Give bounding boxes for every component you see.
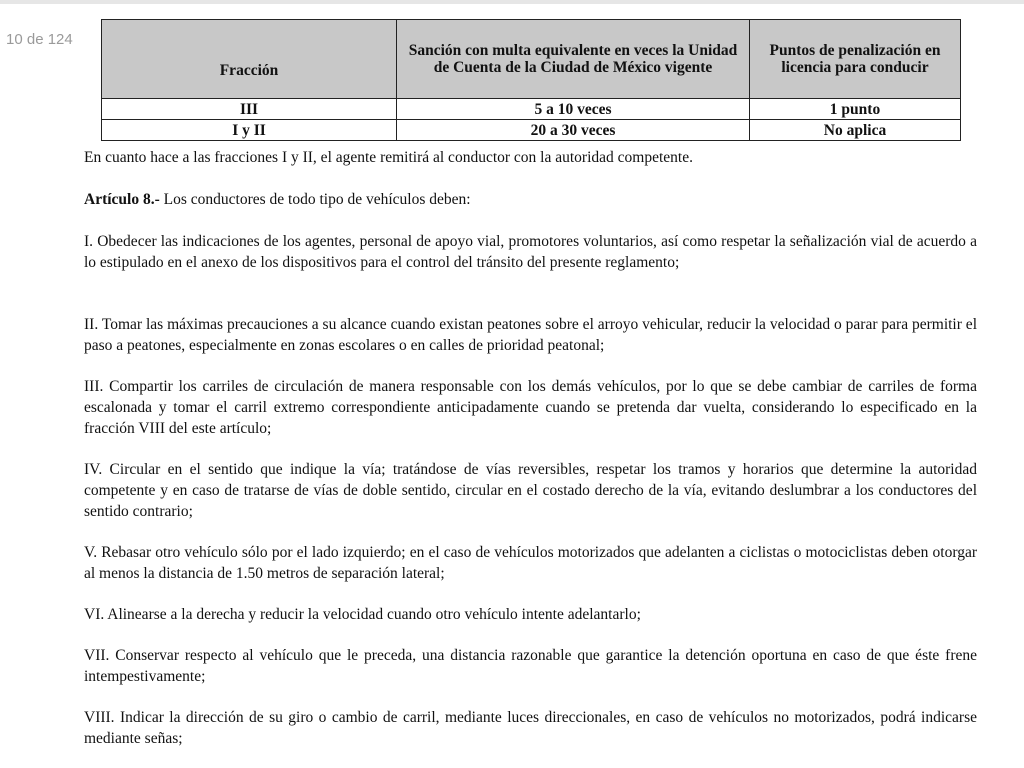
fraction-paragraph: VIII. Indicar la dirección de su giro o cambio de carril, mediante luces direccionales, en caso de vehículos no motorizados, podrá indicarse mediante señas; (84, 709, 977, 747)
fraction-paragraph: V. Rebasar otro vehículo sólo por el lado izquierdo; en el caso de vehículos motorizados que adelanten a ciclistas o motociclistas deben otorgar al menos la distancia de 1.50 metros de separación lateral; (84, 544, 977, 582)
header-puntos: Puntos de penalización en licencia para conducir (750, 20, 961, 99)
table-row (102, 120, 961, 141)
table-header-row (102, 20, 961, 99)
table-row (102, 99, 961, 120)
fraction-paragraph: II. Tomar las máximas precauciones a su alcance cuando existan peatones sobre el arroyo vehicular, reducir la velocidad o parar para permitir el paso a peatones, especialmente en zonas escolares o en calles de prioridad peatonal; (84, 316, 977, 354)
cell-puntos: 1 punto (750, 99, 961, 120)
cell-fraccion: III (102, 99, 397, 120)
cell-fraccion: I y II (102, 120, 397, 141)
intro-paragraph: En cuanto hace a las fracciones I y II, el agente remitirá al conductor con la autoridad competente. (84, 149, 693, 166)
cell-puntos: No aplica (750, 120, 961, 141)
fraction-paragraph: IV. Circular en el sentido que indique la vía; tratándose de vías reversibles, respetar los tramos y horarios que determine la autoridad competente y en caso de tratarse de vías de doble sentido, circular en el costado derecho de la vía, evitando deslumbrar a los conductores del sentido contrario; (84, 461, 977, 520)
fraction-paragraph: I. Obedecer las indicaciones de los agentes, personal de apoyo vial, promotores voluntarios, así como respetar la señalización vial de acuerdo a lo estipulado en el anexo de los dispositivos para el control del tránsito del presente reglamento; (84, 233, 977, 271)
penalty-table (101, 19, 961, 141)
viewer-top-border (0, 0, 1024, 4)
fraction-paragraph: VI. Alinearse a la derecha y reducir la velocidad cuando otro vehículo intente adelantarlo; (84, 606, 641, 623)
fraction-paragraph: III. Compartir los carriles de circulación de manera responsable con los demás vehículos, por lo que se debe cambiar de carriles de forma escalonada y tomar el carril extremo correspondiente anticipadamente cuando se pretenda dar vuelta, considerando lo especificado en la fracción VIII del este artículo; (84, 378, 977, 437)
fraction-paragraph: VII. Conservar respecto al vehículo que le preceda, una distancia razonable que garantice la detención oportuna en caso de que éste frene intempestivamente; (84, 647, 977, 685)
article-heading-paragraph (84, 189, 977, 210)
cell-sancion: 20 a 30 veces (397, 120, 750, 141)
page-counter: 10 de 124 (6, 31, 73, 48)
article-lead: Los conductores de todo tipo de vehículos deben: (159, 191, 471, 208)
header-fraccion: Fracción (102, 20, 397, 99)
header-sancion: Sanción con multa equivalente en veces la Unidad de Cuenta de la Ciudad de México vigente (397, 20, 750, 99)
cell-sancion: 5 a 10 veces (397, 99, 750, 120)
article-title: Artículo 8.- (84, 191, 160, 208)
